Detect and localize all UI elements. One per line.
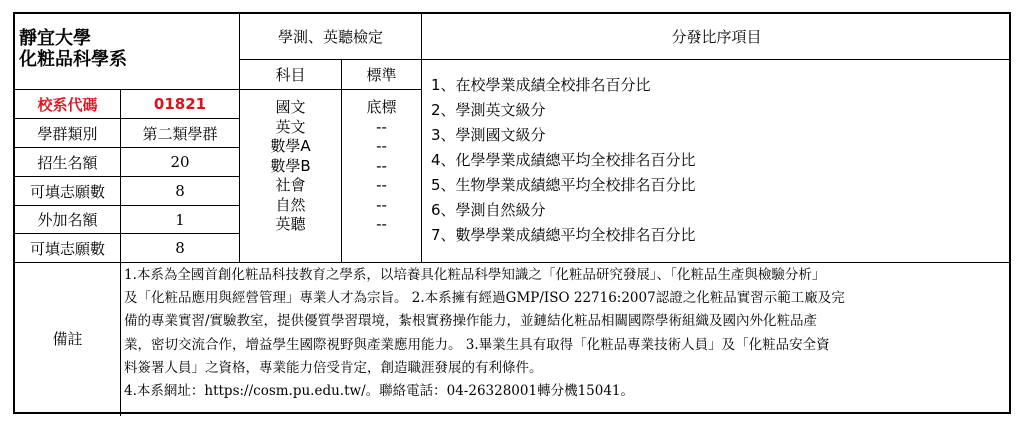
choices-value: 8	[175, 182, 185, 200]
order-item: 5、生物學業成績總平均全校排名百分比	[431, 176, 696, 194]
standard-header: 標準	[366, 66, 397, 84]
extra-quota-label: 外加名額	[37, 211, 98, 229]
department-title	[19, 28, 127, 70]
subject-item: 英文	[275, 117, 306, 136]
grid-line	[421, 59, 1011, 60]
extra-choices-label: 可填志願數	[29, 239, 105, 258]
order-item: 7、數學學業成績總平均全校排名百分比	[431, 226, 696, 244]
group-category-label: 學群類別	[37, 124, 98, 143]
subject-item: 數學A	[270, 137, 311, 155]
standard-item: --	[376, 195, 387, 214]
remarks-text	[124, 264, 1008, 403]
subject-item: 數學B	[270, 156, 311, 175]
standard-item: --	[376, 215, 387, 233]
gsat-header: 學測、英聽檢定	[277, 28, 383, 46]
order-item: 4、化學學業成績總平均全校排名百分比	[431, 151, 696, 169]
standard-item: --	[376, 176, 387, 194]
standard-item: --	[376, 117, 387, 136]
school-code-value: 01821	[153, 95, 207, 113]
remarks-line: 業，密切交流合作，增益學生國際視野與產業應用能力。 3.畢業生具有取得「化粧品專業技術人員」及「化粧品安全資	[124, 336, 830, 353]
subject-item: 英聽	[275, 215, 306, 233]
order-item: 3、學測國文級分	[431, 126, 546, 144]
order-item: 2、學測英文級分	[431, 101, 546, 119]
remarks-line: 料簽署人員」之資格，專業能力倍受肯定，創造職涯發展的有利條件。	[124, 359, 543, 376]
order-item: 6、學測自然級分	[431, 201, 546, 219]
extra-choices-value: 8	[175, 239, 185, 257]
subject-item: 社會	[275, 176, 306, 194]
admission-table	[13, 12, 1011, 414]
remarks-line: 備的專業實習/實驗教室，提供優質學習環境，紮根實務操作能力，並鏈結化粧品相關國際學術組織及國內外化粧品產	[124, 313, 818, 330]
university-name: 靜宜大學	[19, 28, 91, 49]
quota-value: 20	[170, 153, 190, 171]
order-item: 1、在校學業成績全校排名百分比	[431, 76, 651, 94]
order-list	[431, 73, 1011, 248]
standard-item: 底標	[366, 98, 397, 116]
remarks-label: 備註	[52, 330, 83, 348]
subject-item: 自然	[275, 195, 306, 214]
choices-label: 可填志願數	[29, 182, 105, 201]
standard-item: --	[376, 156, 387, 175]
grid-line	[239, 89, 422, 90]
order-header: 分發比序項目	[671, 28, 762, 46]
grid-line	[15, 262, 1011, 263]
standard-list	[342, 98, 421, 235]
standard-item: --	[376, 137, 387, 155]
department-name: 化粧品科學系	[19, 49, 127, 70]
remarks-line: 1.本系為全國首創化粧品科技教育之學系，以培養具化粧品科學知識之「化粧品研究發展」、「化粧品生產與檢驗分析」	[124, 267, 826, 283]
subject-list	[240, 98, 341, 235]
group-category-value: 第二類學群	[142, 124, 218, 143]
subject-item: 國文	[275, 98, 306, 116]
subject-header: 科目	[275, 66, 306, 84]
remarks-line: 及「化粧品應用與經營管理」專業人才為宗旨。 2.本系擁有經過GMP/ISO 22716:2007認證之化粧品實習示範工廠及完	[124, 290, 845, 307]
quota-label: 招生名額	[37, 153, 98, 172]
remarks-line: 4.本系網址：https://cosm.pu.edu.tw/。聯絡電話：04-26328001轉分機15041。	[124, 383, 635, 400]
school-code-label: 校系代碼	[37, 95, 98, 114]
extra-quota-value: 1	[175, 210, 185, 229]
